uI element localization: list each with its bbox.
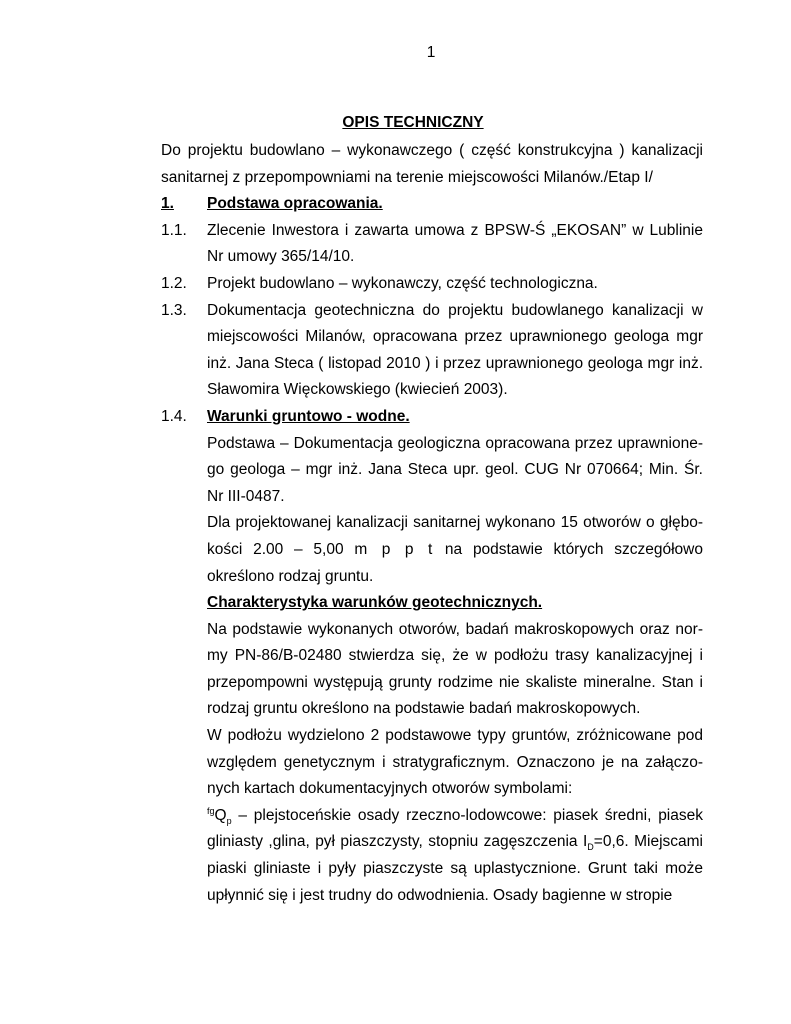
item-number: 1.4. bbox=[161, 407, 187, 425]
boreholes-text-start: Dla projektowanej kanalizacji sanitarnej wykonano 15 otworów o głębo-kości 2.00 – 5,00 bbox=[207, 514, 703, 558]
intro-paragraph: Do projektu budowlano – wykonawczego ( część konstrukcyjna ) kanalizacji sanitarnej z przepompowniami na terenie miejscowości Milanów./Etap I/ bbox=[161, 142, 703, 186]
soil-conditions-paragraph: Na podstawie wykonanych otworów, badań makroskopowych oraz nor-my PN-86/B-02480 stwierdza się, że w podłożu trasy kanalizacyjnej i przepompowni występują grunty rodzime nie skaliste mineralne. Stan i rodzaj gruntu określono na podstawie badań makroskopowych. bbox=[207, 620, 703, 718]
symbol-superscript: fg bbox=[207, 805, 215, 816]
item-1-2 bbox=[161, 271, 703, 298]
section-1-number: 1. bbox=[161, 195, 174, 213]
symbol-subscript: p bbox=[226, 815, 232, 826]
item-number: 1.3. bbox=[161, 301, 187, 319]
item-text: Projekt budowlano – wykonawczy, część technologiczna. bbox=[207, 274, 598, 292]
symbol-description-a: – plejstoceńskie osady rzeczno-lodowcowe: piasek średni, piasek gliniasty ,glina, pył piaszczysty, stopniu zagęszczenia I bbox=[207, 806, 703, 851]
item-heading: Warunki gruntowo - wodne. bbox=[207, 407, 410, 425]
geotechnical-subheading: Charakterystyka warunków geotechnicznych. bbox=[207, 594, 543, 612]
section-1-title: Podstawa opracowania. bbox=[207, 195, 383, 213]
document-title: OPIS TECHNICZNY bbox=[342, 114, 484, 131]
boreholes-paragraph bbox=[207, 510, 703, 590]
item-1-1 bbox=[161, 218, 703, 271]
document-body bbox=[161, 138, 703, 909]
symbol-description-b: =0,6. Miejscami piaski gliniaste i pyły piaszczyste są uplastycznione. Grunt taki może upłynnić się i jest trudny do odwodnienia. Osady bagienne w stropie bbox=[207, 833, 703, 904]
page-number: 1 bbox=[426, 44, 436, 61]
mppt-text: m p p t bbox=[354, 540, 435, 558]
density-subscript: D bbox=[587, 842, 594, 853]
item-text: Zlecenie Inwestora i zawarta umowa z BPSW-Ś „EKOSAN” w Lublinie Nr umowy 365/14/10. bbox=[207, 221, 703, 266]
basis-paragraph: Podstawa – Dokumentacja geologiczna opracowana przez uprawnione-go geologa – mgr inż. Jana Steca upr. geol. CUG Nr 070664; Min. Śr. Nr III-0487. bbox=[207, 434, 703, 505]
item-number: 1.2. bbox=[161, 274, 187, 292]
item-1-3 bbox=[161, 298, 703, 404]
item-text: Dokumentacja geotechniczna do projektu budowlanego kanalizacji w miejscowości Milanów, opracowana przez uprawnionego geologa mgr inż. Jana Steca ( listopad 2010 ) i przez uprawnionego geologa mgr inż. Sławomira Więckowskiego (kwiecień 2003). bbox=[207, 301, 703, 399]
item-number: 1.1. bbox=[161, 221, 187, 239]
boreholes-text-end: na podstawie których szczegółowo określono rodzaj gruntu. bbox=[207, 540, 703, 585]
symbol-main: Q bbox=[214, 806, 227, 824]
item-1-4 bbox=[161, 404, 703, 431]
section-1-heading bbox=[161, 191, 703, 218]
soil-types-paragraph: W podłożu wydzielono 2 podstawowe typy gruntów, zróżnicowane pod względem genetycznym i stratygraficznym. Oznaczono je na załączo-nych kartach dokumentacyjnych otworów symbolami: bbox=[207, 727, 703, 798]
symbol-description-paragraph bbox=[207, 803, 703, 909]
